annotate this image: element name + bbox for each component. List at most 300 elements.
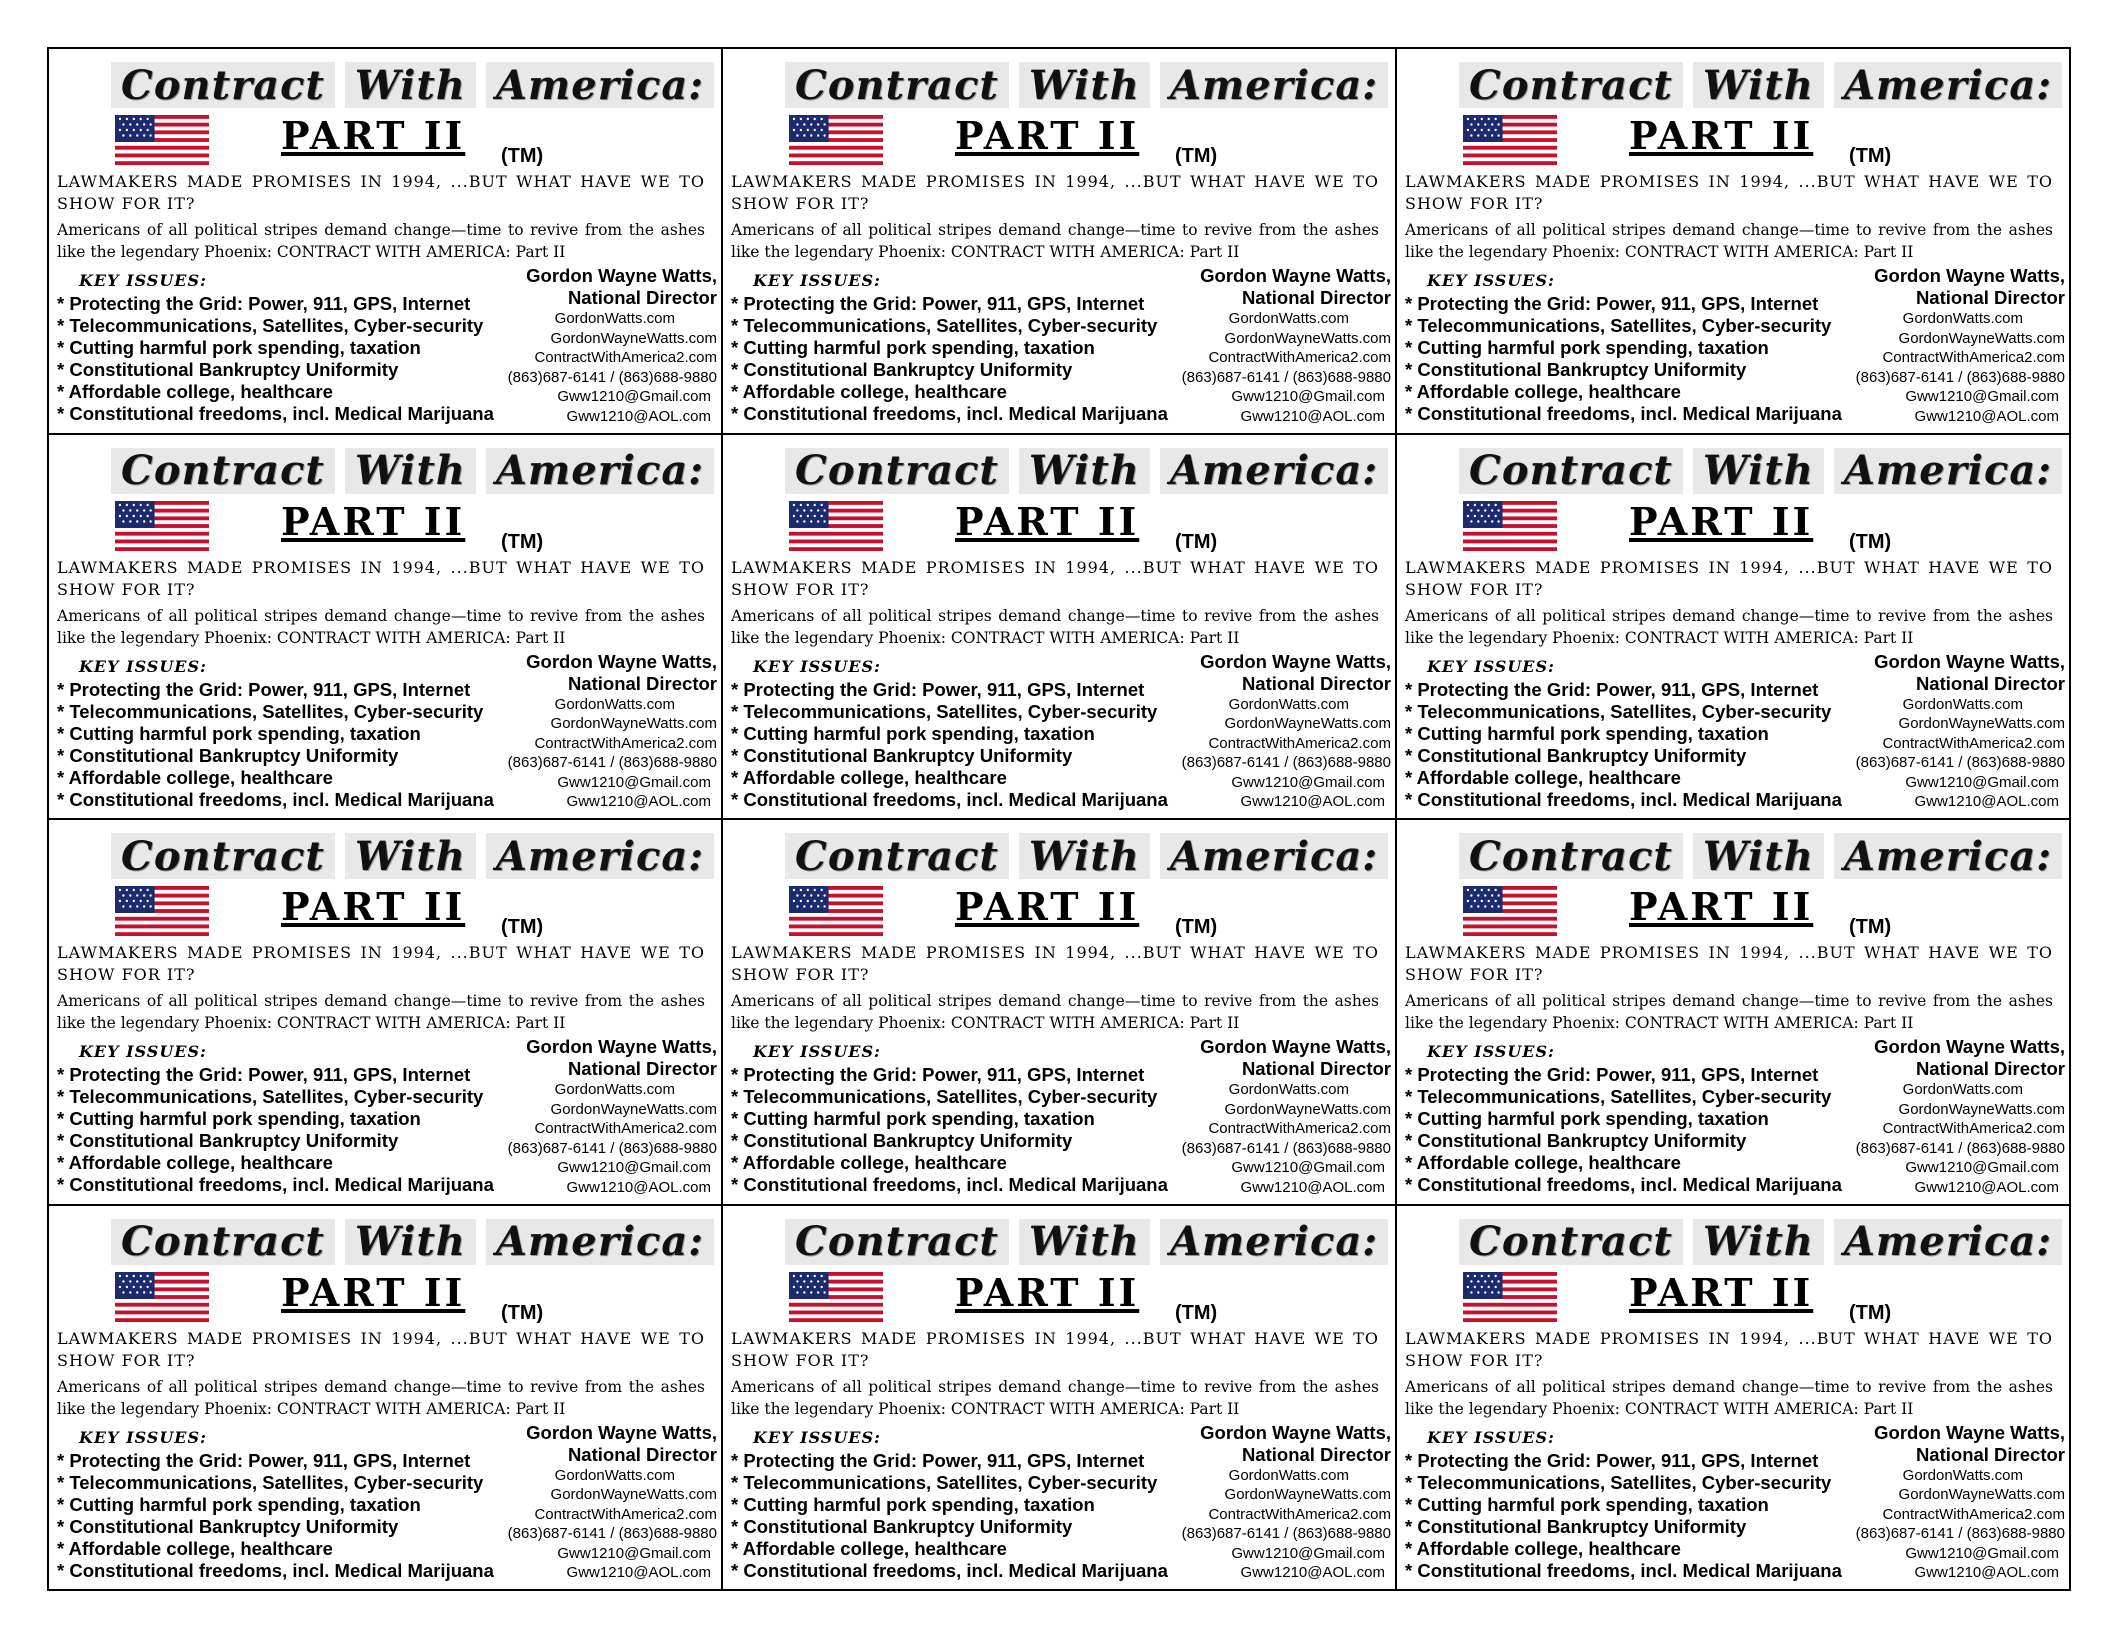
contact-title: National Director: [567, 287, 717, 308]
contact-name: Gordon Wayne Watts,: [1200, 265, 1391, 286]
trademark-label: (TM): [1849, 530, 1892, 553]
trademark-label: (TM): [501, 530, 544, 553]
trademark-label: (TM): [501, 916, 544, 938]
title-word-america: America:: [1160, 448, 1388, 494]
card-title: [1459, 62, 2062, 110]
issue-item: * Affordable college, healthcare: [57, 1537, 333, 1559]
contact-title: National Director: [1915, 672, 2065, 694]
title-word-with: With: [1693, 62, 1824, 108]
issue-item: * Cutting harmful pork spending, taxation: [731, 722, 1095, 744]
email-link[interactable]: Gww1210@Gmail.com: [1231, 773, 1385, 791]
key-issues-label: KEY ISSUES:: [79, 1427, 207, 1447]
part-ii-heading: PART II: [281, 1269, 466, 1315]
subtitle-text: Americans of all political stripes demand change—time to revive from the ashes like the legendary Phoenix: CONTRACT WITH AMERICA: Part II: [1405, 992, 2053, 1032]
trademark-label: (TM): [1175, 530, 1218, 553]
email-link[interactable]: Gww1210@Gmail.com: [557, 388, 711, 405]
issue-item: * Affordable college, healthcare: [731, 766, 1007, 788]
website-link[interactable]: GordonWayneWatts.com: [1224, 715, 1391, 732]
subtitle-text: Americans of all political stripes demand change—time to revive from the ashes like the legendary Phoenix: CONTRACT WITH AMERICA: Part II: [731, 221, 1379, 261]
title-word-america: America:: [1160, 833, 1388, 879]
us-flag-icon: [115, 115, 209, 165]
part-ii-heading: PART II: [281, 498, 466, 544]
title-word-contract: Contract: [1459, 62, 1683, 108]
card-title: [785, 62, 1388, 110]
website-link[interactable]: GordonWayneWatts.com: [550, 329, 717, 347]
issue-item: * Constitutional freedoms, incl. Medical Marijuana: [57, 788, 494, 810]
website-link[interactable]: ContractWithAmerica2.com: [1208, 1120, 1391, 1137]
issue-item: * Cutting harmful pork spending, taxation: [1405, 1108, 1769, 1129]
title-word-with: With: [345, 1219, 476, 1265]
issue-item: * Constitutional freedoms, incl. Medical Marijuana: [1405, 403, 1842, 424]
issue-item: * Telecommunications, Satellites, Cyber-security: [57, 1086, 484, 1107]
issue-item: * Protecting the Grid: Power, 911, GPS, Internet: [1405, 678, 1819, 700]
part-ii-heading: PART II: [955, 1269, 1140, 1315]
email-link[interactable]: Gww1210@AOL.com: [566, 1564, 711, 1581]
phone-numbers: (863)687-6141 / (863)688-9880: [1855, 754, 2065, 771]
issue-item: * Protecting the Grid: Power, 911, GPS, Internet: [57, 1064, 471, 1085]
issue-item: * Constitutional freedoms, incl. Medical Marijuana: [731, 1559, 1168, 1581]
issue-item: * Constitutional freedoms, incl. Medical Marijuana: [731, 1174, 1168, 1195]
title-word-with: With: [1019, 448, 1150, 494]
issue-item: * Telecommunications, Satellites, Cyber-security: [1405, 315, 1832, 336]
issue-item: * Constitutional Bankruptcy Uniformity: [57, 359, 399, 380]
key-issues-label: KEY ISSUES:: [79, 1042, 207, 1061]
issue-item: * Telecommunications, Satellites, Cyber-security: [731, 1086, 1158, 1107]
website-link[interactable]: GordonWatts.com: [554, 1081, 675, 1098]
email-link[interactable]: Gww1210@AOL.com: [1240, 1178, 1385, 1196]
trademark-label: (TM): [1175, 1301, 1218, 1324]
issue-item: * Cutting harmful pork spending, taxation: [57, 722, 421, 744]
key-issues-label: KEY ISSUES:: [753, 656, 881, 676]
issue-item: * Cutting harmful pork spending, taxation: [1405, 722, 1769, 744]
issue-item: * Constitutional freedoms, incl. Medical Marijuana: [57, 403, 494, 424]
business-card: [1397, 1206, 2071, 1592]
issue-item: * Constitutional freedoms, incl. Medical Marijuana: [1405, 1174, 1842, 1195]
website-link[interactable]: GordonWayneWatts.com: [550, 1100, 717, 1118]
contact-name: Gordon Wayne Watts,: [526, 1036, 717, 1057]
issues-list: [1405, 1064, 1842, 1196]
title-word-contract: Contract: [111, 1219, 335, 1265]
us-flag-icon: [1463, 1272, 1557, 1322]
lead-text: LAWMAKERS MADE PROMISES IN 1994, ...BUT WHAT HAVE WE TO SHOW FOR IT?: [1405, 172, 2053, 213]
us-flag-icon: [789, 501, 883, 551]
title-word-with: With: [1019, 62, 1150, 108]
contact-block: [1856, 1036, 2065, 1197]
email-link[interactable]: Gww1210@Gmail.com: [1231, 1159, 1385, 1176]
website-link[interactable]: GordonWayneWatts.com: [1224, 329, 1391, 347]
website-link[interactable]: ContractWithAmerica2.com: [1882, 1505, 2065, 1523]
issue-item: * Protecting the Grid: Power, 911, GPS, Internet: [57, 1449, 471, 1471]
issues-list: [731, 1450, 1168, 1582]
email-link[interactable]: Gww1210@AOL.com: [1240, 1564, 1385, 1581]
issue-item: * Protecting the Grid: Power, 911, GPS, Internet: [1405, 1449, 1819, 1471]
title-word-america: America:: [486, 448, 714, 494]
business-card: [723, 49, 1397, 435]
key-issues-label: KEY ISSUES:: [753, 1042, 881, 1061]
contact-block: [508, 1422, 717, 1583]
contact-name: Gordon Wayne Watts,: [1200, 650, 1391, 672]
issues-list: [731, 679, 1168, 811]
contact-block: [508, 265, 717, 426]
website-link[interactable]: ContractWithAmerica2.com: [1208, 1505, 1391, 1523]
lead-text: LAWMAKERS MADE PROMISES IN 1994, ...BUT WHAT HAVE WE TO SHOW FOR IT?: [57, 1328, 705, 1370]
phone-numbers: (863)687-6141 / (863)688-9880: [1181, 754, 1391, 771]
email-link[interactable]: Gww1210@AOL.com: [566, 407, 711, 425]
email-link[interactable]: Gww1210@AOL.com: [1914, 1564, 2059, 1581]
issue-item: * Constitutional freedoms, incl. Medical Marijuana: [57, 1174, 494, 1195]
website-link[interactable]: ContractWithAmerica2.com: [534, 349, 717, 366]
trademark-label: (TM): [1849, 1301, 1892, 1324]
issue-item: * Constitutional Bankruptcy Uniformity: [57, 1130, 399, 1151]
issue-item: * Cutting harmful pork spending, taxation: [731, 1108, 1095, 1129]
title-word-america: America:: [486, 1219, 714, 1265]
issue-item: * Protecting the Grid: Power, 911, GPS, Internet: [1405, 1064, 1819, 1085]
phone-numbers: (863)687-6141 / (863)688-9880: [1855, 368, 2065, 386]
contact-name: Gordon Wayne Watts,: [1874, 650, 2065, 672]
website-link[interactable]: ContractWithAmerica2.com: [534, 734, 717, 752]
title-word-america: America:: [1160, 1219, 1388, 1265]
us-flag-icon: [115, 1272, 209, 1322]
issue-item: * Protecting the Grid: Power, 911, GPS, Internet: [731, 1064, 1145, 1085]
business-card: [49, 1206, 723, 1592]
contact-block: [508, 1036, 717, 1197]
title-word-with: With: [345, 448, 476, 494]
contact-title: National Director: [1241, 1058, 1391, 1079]
issue-item: * Telecommunications, Satellites, Cyber-security: [731, 700, 1158, 722]
issue-item: * Constitutional Bankruptcy Uniformity: [1405, 1515, 1747, 1537]
issue-item: * Constitutional freedoms, incl. Medical Marijuana: [731, 788, 1168, 810]
contact-block: [1182, 265, 1391, 426]
title-word-with: With: [1019, 1219, 1150, 1265]
lead-text: LAWMAKERS MADE PROMISES IN 1994, ...BUT WHAT HAVE WE TO SHOW FOR IT?: [731, 1328, 1379, 1370]
card-title: [111, 833, 714, 881]
part-ii-heading: PART II: [1629, 884, 1814, 929]
email-link[interactable]: Gww1210@Gmail.com: [1231, 388, 1385, 405]
contact-title: National Director: [1915, 1443, 2065, 1465]
email-link[interactable]: Gww1210@AOL.com: [1914, 793, 2059, 810]
issue-item: * Constitutional freedoms, incl. Medical Marijuana: [57, 1559, 494, 1581]
issue-item: * Protecting the Grid: Power, 911, GPS, Internet: [57, 678, 471, 700]
subtitle-text: Americans of all political stripes demand change—time to revive from the ashes like the legendary Phoenix: CONTRACT WITH AMERICA: Part II: [57, 606, 705, 647]
title-word-america: America:: [1160, 62, 1388, 108]
issues-list: [731, 293, 1168, 425]
us-flag-icon: [1463, 115, 1557, 165]
website-link[interactable]: ContractWithAmerica2.com: [1882, 734, 2065, 752]
business-card: [1397, 435, 2071, 821]
title-word-contract: Contract: [1459, 1219, 1683, 1265]
subtitle-text: Americans of all political stripes demand change—time to revive from the ashes like the legendary Phoenix: CONTRACT WITH AMERICA: Part II: [731, 992, 1379, 1032]
title-word-contract: Contract: [111, 62, 335, 108]
issue-item: * Constitutional freedoms, incl. Medical Marijuana: [1405, 1559, 1842, 1581]
issue-item: * Protecting the Grid: Power, 911, GPS, Internet: [57, 293, 471, 314]
title-word-america: America:: [1834, 62, 2062, 108]
website-link[interactable]: GordonWatts.com: [554, 310, 675, 327]
issue-item: * Cutting harmful pork spending, taxation: [731, 1493, 1095, 1515]
business-card: [1397, 49, 2071, 435]
phone-numbers: (863)687-6141 / (863)688-9880: [507, 1525, 717, 1542]
email-link[interactable]: Gww1210@Gmail.com: [557, 1159, 711, 1176]
email-link[interactable]: Gww1210@Gmail.com: [557, 1544, 711, 1562]
business-card: [49, 820, 723, 1206]
issue-item: * Constitutional Bankruptcy Uniformity: [1405, 359, 1747, 380]
trademark-label: (TM): [1849, 145, 1892, 167]
issue-item: * Constitutional Bankruptcy Uniformity: [1405, 744, 1747, 766]
website-link[interactable]: GordonWayneWatts.com: [1898, 329, 2065, 347]
issue-item: * Constitutional Bankruptcy Uniformity: [731, 1515, 1073, 1537]
business-card: [723, 820, 1397, 1206]
website-link[interactable]: GordonWayneWatts.com: [1224, 1486, 1391, 1503]
card-title: [111, 448, 714, 496]
card-title: [1459, 448, 2062, 496]
key-issues-label: KEY ISSUES:: [1427, 1042, 1555, 1061]
contact-name: Gordon Wayne Watts,: [1874, 265, 2065, 286]
contact-name: Gordon Wayne Watts,: [526, 1421, 717, 1443]
contact-name: Gordon Wayne Watts,: [526, 265, 717, 286]
key-issues-label: KEY ISSUES:: [1427, 271, 1555, 290]
issues-list: [57, 1450, 494, 1582]
trademark-label: (TM): [1175, 916, 1218, 938]
issue-item: * Constitutional Bankruptcy Uniformity: [731, 1130, 1073, 1151]
subtitle-text: Americans of all political stripes demand change—time to revive from the ashes like the legendary Phoenix: CONTRACT WITH AMERICA: Part II: [57, 221, 705, 261]
website-link[interactable]: GordonWatts.com: [1902, 1466, 2023, 1484]
subtitle-text: Americans of all political stripes demand change—time to revive from the ashes like the legendary Phoenix: CONTRACT WITH AMERICA: Part II: [57, 992, 705, 1032]
title-word-contract: Contract: [785, 448, 1009, 494]
issues-list: [1405, 1450, 1842, 1582]
issue-item: * Affordable college, healthcare: [1405, 766, 1681, 788]
lead-text: LAWMAKERS MADE PROMISES IN 1994, ...BUT WHAT HAVE WE TO SHOW FOR IT?: [57, 943, 705, 984]
issue-item: * Telecommunications, Satellites, Cyber-security: [1405, 700, 1832, 722]
us-flag-icon: [115, 501, 209, 551]
email-link[interactable]: Gww1210@AOL.com: [1914, 1178, 2059, 1196]
contact-block: [1856, 651, 2065, 812]
contact-title: National Director: [1241, 287, 1391, 308]
title-word-with: With: [1693, 833, 1824, 879]
email-link[interactable]: Gww1210@Gmail.com: [1905, 1159, 2059, 1176]
contact-title: National Director: [1241, 1443, 1391, 1465]
part-ii-heading: PART II: [281, 113, 466, 158]
key-issues-label: KEY ISSUES:: [1427, 656, 1555, 676]
website-link[interactable]: GordonWatts.com: [554, 1466, 675, 1484]
part-ii-heading: PART II: [955, 498, 1140, 544]
website-link[interactable]: GordonWatts.com: [1228, 1466, 1349, 1484]
email-link[interactable]: Gww1210@AOL.com: [1240, 407, 1385, 425]
issue-item: * Affordable college, healthcare: [731, 381, 1007, 402]
website-link[interactable]: GordonWayneWatts.com: [550, 1486, 717, 1503]
website-link[interactable]: GordonWayneWatts.com: [1898, 715, 2065, 732]
us-flag-icon: [789, 115, 883, 165]
subtitle-text: Americans of all political stripes demand change—time to revive from the ashes like the legendary Phoenix: CONTRACT WITH AMERICA: Part II: [1405, 606, 2053, 647]
title-word-contract: Contract: [785, 62, 1009, 108]
title-word-contract: Contract: [1459, 833, 1683, 879]
website-link[interactable]: GordonWayneWatts.com: [1224, 1100, 1391, 1118]
contact-block: [1856, 265, 2065, 426]
contact-title: National Director: [1915, 287, 2065, 308]
lead-text: LAWMAKERS MADE PROMISES IN 1994, ...BUT WHAT HAVE WE TO SHOW FOR IT?: [57, 557, 705, 599]
card-title: [1459, 1219, 2062, 1267]
issue-item: * Constitutional Bankruptcy Uniformity: [731, 744, 1073, 766]
title-word-america: America:: [486, 62, 714, 108]
email-link[interactable]: Gww1210@Gmail.com: [557, 773, 711, 791]
part-ii-heading: PART II: [1629, 498, 1814, 544]
issue-item: * Cutting harmful pork spending, taxation: [57, 1108, 421, 1129]
issue-item: * Telecommunications, Satellites, Cyber-security: [57, 1471, 484, 1493]
email-link[interactable]: Gww1210@Gmail.com: [1231, 1544, 1385, 1562]
contact-block: [1182, 1036, 1391, 1197]
contact-name: Gordon Wayne Watts,: [1200, 1421, 1391, 1443]
website-link[interactable]: ContractWithAmerica2.com: [1882, 1120, 2065, 1137]
website-link[interactable]: GordonWatts.com: [1902, 695, 2023, 713]
card-title: [785, 833, 1388, 881]
email-link[interactable]: Gww1210@Gmail.com: [1905, 388, 2059, 405]
issue-item: * Affordable college, healthcare: [57, 766, 333, 788]
website-link[interactable]: GordonWatts.com: [1228, 695, 1349, 713]
issue-item: * Affordable college, healthcare: [57, 1152, 333, 1173]
contact-name: Gordon Wayne Watts,: [1874, 1036, 2065, 1057]
issue-item: * Cutting harmful pork spending, taxation: [1405, 337, 1769, 358]
phone-numbers: (863)687-6141 / (863)688-9880: [1181, 368, 1391, 386]
contact-title: National Director: [1241, 672, 1391, 694]
email-link[interactable]: Gww1210@Gmail.com: [1905, 773, 2059, 791]
lead-text: LAWMAKERS MADE PROMISES IN 1994, ...BUT WHAT HAVE WE TO SHOW FOR IT?: [731, 943, 1379, 984]
lead-text: LAWMAKERS MADE PROMISES IN 1994, ...BUT WHAT HAVE WE TO SHOW FOR IT?: [57, 172, 705, 213]
issue-item: * Telecommunications, Satellites, Cyber-security: [57, 700, 484, 722]
lead-text: LAWMAKERS MADE PROMISES IN 1994, ...BUT WHAT HAVE WE TO SHOW FOR IT?: [1405, 1328, 2053, 1370]
part-ii-heading: PART II: [955, 113, 1140, 158]
contact-title: National Director: [567, 1058, 717, 1079]
phone-numbers: (863)687-6141 / (863)688-9880: [507, 368, 717, 386]
email-link[interactable]: Gww1210@Gmail.com: [1905, 1544, 2059, 1562]
phone-numbers: (863)687-6141 / (863)688-9880: [507, 1139, 717, 1157]
title-word-contract: Contract: [111, 448, 335, 494]
contact-name: Gordon Wayne Watts,: [1200, 1036, 1391, 1057]
phone-numbers: (863)687-6141 / (863)688-9880: [1181, 1139, 1391, 1157]
card-title: [111, 62, 714, 110]
title-word-america: America:: [1834, 1219, 2062, 1265]
issue-item: * Protecting the Grid: Power, 911, GPS, Internet: [1405, 293, 1819, 314]
card-title: [785, 1219, 1388, 1267]
issue-item: * Telecommunications, Satellites, Cyber-security: [731, 315, 1158, 336]
contact-block: [508, 651, 717, 812]
website-link[interactable]: GordonWatts.com: [554, 695, 675, 713]
trademark-label: (TM): [501, 145, 544, 167]
title-word-contract: Contract: [1459, 448, 1683, 494]
key-issues-label: KEY ISSUES:: [1427, 1427, 1555, 1447]
issue-item: * Affordable college, healthcare: [731, 1537, 1007, 1559]
part-ii-heading: PART II: [1629, 1269, 1814, 1315]
email-link[interactable]: Gww1210@AOL.com: [1240, 793, 1385, 810]
trademark-label: (TM): [1175, 145, 1218, 167]
subtitle-text: Americans of all political stripes demand change—time to revive from the ashes like the legendary Phoenix: CONTRACT WITH AMERICA: Part II: [731, 1377, 1379, 1418]
phone-numbers: (863)687-6141 / (863)688-9880: [1181, 1525, 1391, 1542]
subtitle-text: Americans of all political stripes demand change—time to revive from the ashes like the legendary Phoenix: CONTRACT WITH AMERICA: Part II: [1405, 221, 2053, 261]
email-link[interactable]: Gww1210@AOL.com: [566, 793, 711, 810]
key-issues-label: KEY ISSUES:: [79, 656, 207, 676]
website-link[interactable]: ContractWithAmerica2.com: [1882, 349, 2065, 366]
us-flag-icon: [1463, 501, 1557, 551]
issues-list: [57, 293, 494, 425]
issue-item: * Telecommunications, Satellites, Cyber-security: [731, 1471, 1158, 1493]
us-flag-icon: [115, 886, 209, 936]
issues-list: [57, 679, 494, 811]
issue-item: * Affordable college, healthcare: [1405, 1152, 1681, 1173]
phone-numbers: (863)687-6141 / (863)688-9880: [507, 754, 717, 771]
issue-item: * Telecommunications, Satellites, Cyber-security: [57, 315, 484, 336]
issue-item: * Cutting harmful pork spending, taxation: [731, 337, 1095, 358]
issue-item: * Affordable college, healthcare: [731, 1152, 1007, 1173]
key-issues-label: KEY ISSUES:: [753, 271, 881, 290]
title-word-america: America:: [486, 833, 714, 879]
business-card: [723, 435, 1397, 821]
issues-list: [1405, 293, 1842, 425]
contact-name: Gordon Wayne Watts,: [526, 650, 717, 672]
title-word-contract: Contract: [785, 833, 1009, 879]
business-card: [49, 435, 723, 821]
issue-item: * Affordable college, healthcare: [1405, 1537, 1681, 1559]
issue-item: * Constitutional freedoms, incl. Medical Marijuana: [1405, 788, 1842, 810]
contact-title: National Director: [567, 672, 717, 694]
title-word-with: With: [345, 62, 476, 108]
website-link[interactable]: ContractWithAmerica2.com: [1208, 734, 1391, 752]
part-ii-heading: PART II: [955, 884, 1140, 929]
website-link[interactable]: GordonWatts.com: [1228, 1081, 1349, 1098]
trademark-label: (TM): [1849, 916, 1892, 938]
website-link[interactable]: GordonWatts.com: [1902, 310, 2023, 327]
issue-item: * Constitutional Bankruptcy Uniformity: [57, 1515, 399, 1537]
business-card: [49, 49, 723, 435]
contact-title: National Director: [567, 1443, 717, 1465]
website-link[interactable]: GordonWatts.com: [1902, 1081, 2023, 1098]
card-title: [111, 1219, 714, 1267]
key-issues-label: KEY ISSUES:: [753, 1427, 881, 1447]
contact-block: [1856, 1422, 2065, 1583]
us-flag-icon: [789, 1272, 883, 1322]
website-link[interactable]: GordonWatts.com: [1228, 310, 1349, 327]
card-title: [1459, 833, 2062, 881]
subtitle-text: Americans of all political stripes demand change—time to revive from the ashes like the legendary Phoenix: CONTRACT WITH AMERICA: Part II: [57, 1377, 705, 1418]
us-flag-icon: [789, 886, 883, 936]
issue-item: * Constitutional Bankruptcy Uniformity: [1405, 1130, 1747, 1151]
website-link[interactable]: GordonWayneWatts.com: [1898, 1486, 2065, 1503]
issue-item: * Protecting the Grid: Power, 911, GPS, Internet: [731, 293, 1145, 314]
title-word-america: America:: [1834, 833, 2062, 879]
issue-item: * Constitutional Bankruptcy Uniformity: [57, 744, 399, 766]
phone-numbers: (863)687-6141 / (863)688-9880: [1855, 1139, 2065, 1157]
website-link[interactable]: ContractWithAmerica2.com: [534, 1120, 717, 1137]
issue-item: * Affordable college, healthcare: [57, 381, 333, 402]
title-word-with: With: [1693, 1219, 1824, 1265]
website-link[interactable]: GordonWayneWatts.com: [1898, 1100, 2065, 1118]
business-card: [723, 1206, 1397, 1592]
website-link[interactable]: ContractWithAmerica2.com: [534, 1505, 717, 1523]
lead-text: LAWMAKERS MADE PROMISES IN 1994, ...BUT WHAT HAVE WE TO SHOW FOR IT?: [731, 557, 1379, 599]
issue-item: * Affordable college, healthcare: [1405, 381, 1681, 402]
title-word-with: With: [1693, 448, 1824, 494]
email-link[interactable]: Gww1210@AOL.com: [566, 1178, 711, 1196]
issue-item: * Telecommunications, Satellites, Cyber-security: [1405, 1471, 1832, 1493]
contact-title: National Director: [1915, 1058, 2065, 1079]
title-word-america: America:: [1834, 448, 2062, 494]
phone-numbers: (863)687-6141 / (863)688-9880: [1855, 1525, 2065, 1542]
business-card-sheet: [47, 47, 2071, 1591]
trademark-label: (TM): [501, 1301, 544, 1324]
email-link[interactable]: Gww1210@AOL.com: [1914, 407, 2059, 425]
contact-block: [1182, 651, 1391, 812]
website-link[interactable]: ContractWithAmerica2.com: [1208, 349, 1391, 366]
issue-item: * Protecting the Grid: Power, 911, GPS, Internet: [731, 1449, 1145, 1471]
lead-text: LAWMAKERS MADE PROMISES IN 1994, ...BUT WHAT HAVE WE TO SHOW FOR IT?: [1405, 943, 2053, 984]
card-title: [785, 448, 1388, 496]
website-link[interactable]: GordonWayneWatts.com: [550, 715, 717, 732]
